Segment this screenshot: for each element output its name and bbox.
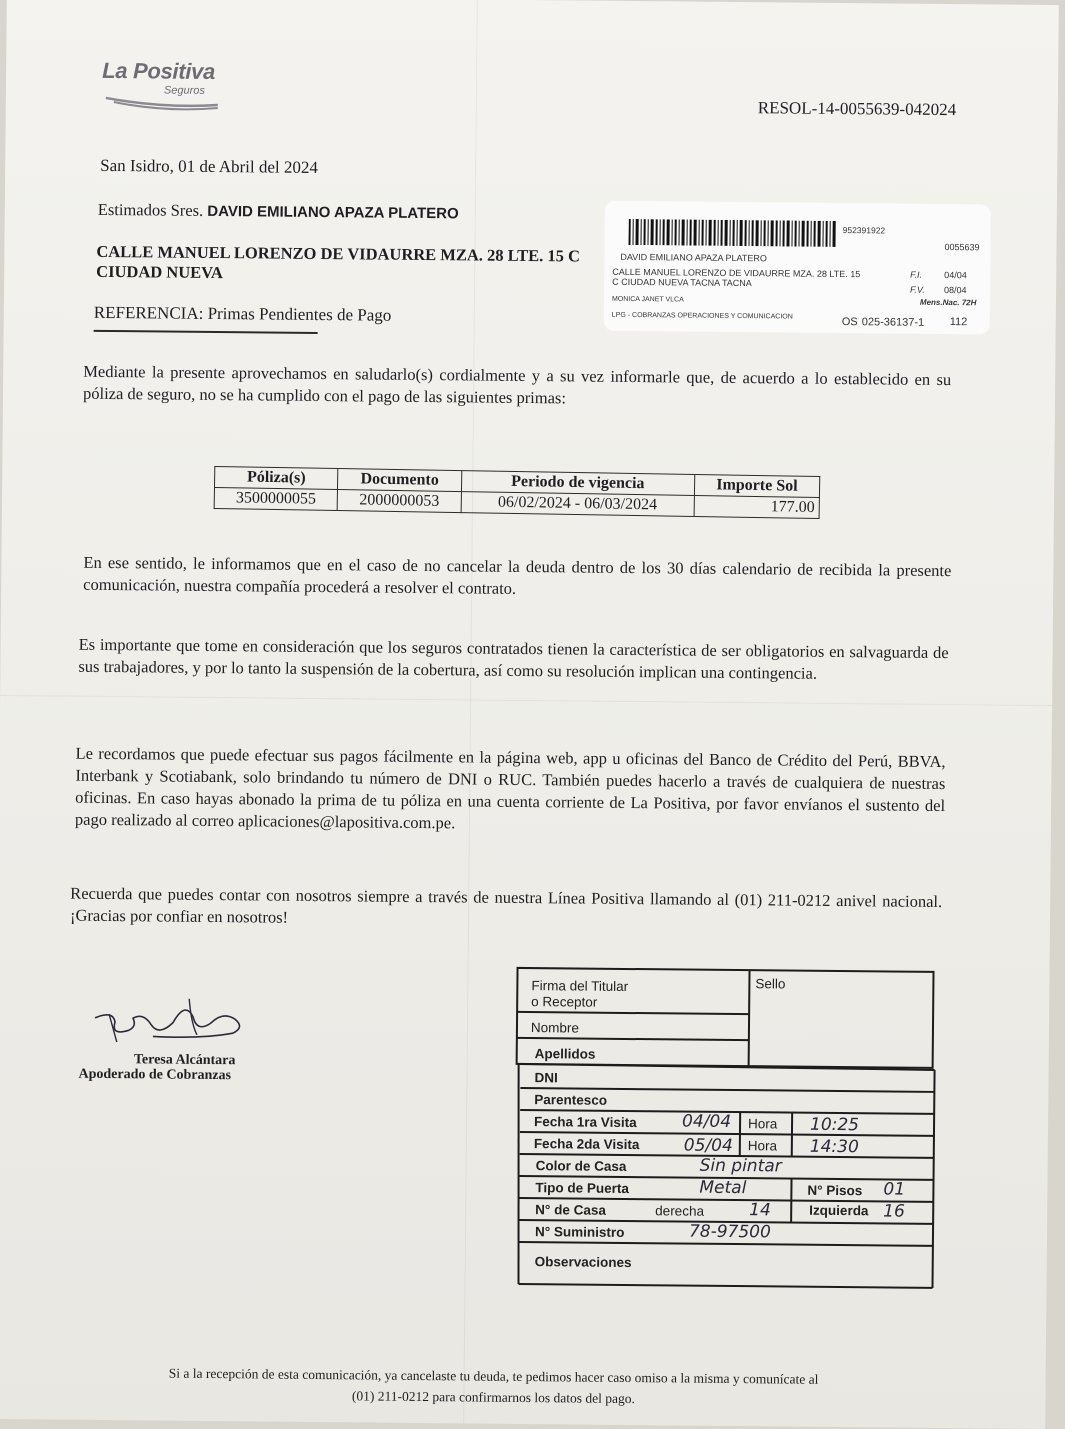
hw-izquierda: 16 [883,1201,905,1221]
label-tipo-puerta: Tipo de Puerta [535,1180,629,1196]
shipping-label [604,201,991,335]
barcode-number: 952391922 [843,225,886,235]
hw-derecha: 14 [749,1200,771,1220]
address-line-1: CALLE MANUEL LORENZO DE VIDAURRE MZA. 28 LTE. 15 C [96,242,580,267]
hw-color-casa: Sin pintar [700,1156,782,1177]
label-derecha: derecha [655,1203,704,1218]
signer-role: Apoderado de Cobranzas [78,1067,231,1084]
hw-fecha-2: 05/04 [684,1136,733,1156]
company-logo [102,58,233,114]
label-suministro: N° Suministro [535,1224,625,1240]
label-code: 0055639 [944,242,979,252]
reference-text: Primas Pendientes de Pago [208,304,392,325]
address-line-2: CIUDAD NUEVA [96,262,580,287]
letter-date: San Isidro, 01 de Abril del 2024 [100,156,318,178]
hw-hora-2: 14:30 [810,1137,859,1157]
cell-importe: 177.00 [694,495,820,518]
label-address-2: C CIUDAD NUEVA TACNA TACNA [612,277,752,288]
label-sello: Sello [755,976,785,991]
label-sender: MONICA JANET VLCA [612,296,684,304]
header-documento: Documento [338,469,462,492]
label-address-1: CALLE MANUEL LORENZO DE VIDAURRE MZA. 28 LTE. 15 [612,267,860,279]
label-nombre: Nombre [531,1020,579,1035]
paragraph-warning: En ese sentido, le informamos que en el caso de no cancelar la deuda dentro de los 30 días calendario de recibida la presente comunicación, nuestra compañía procederá a resolver el contrato. [83,552,951,604]
signature-icon [93,992,254,1054]
label-department: LPG - COBRANZAS OPERACIONES Y COMUNICACION [612,312,793,321]
footer-note [143,1362,843,1411]
label-n-pisos: N° Pisos [807,1183,862,1199]
header-poliza: Póliza(s) [214,467,338,490]
premiums-table [214,466,821,519]
os-value: 025-36137-1 [862,316,925,329]
footer-line-1: Si a la recepción de esta comunicación, ya cancelaste tu deuda, te pedimos hacer caso omiso a la misma y comunícate al [144,1362,844,1390]
fold-line [463,0,478,1423]
fv-value: 08/04 [944,285,967,295]
greeting-prefix: Estimados Sres. [98,200,204,220]
cell-poliza: 3500000055 [214,488,338,511]
os-extra: 112 [950,316,968,328]
recipient-name: DAVID EMILIANO APAZA PLATERO [207,203,459,222]
cell-periodo: 06/02/2024 - 06/03/2024 [461,492,694,517]
reference-underline [94,330,318,334]
resolution-code: RESOL-14-0055639-042024 [758,98,957,120]
barcode-icon [628,219,838,247]
label-hora-1: Hora [748,1116,777,1131]
reference-label: REFERENCIA: [94,303,204,323]
label-apellidos: Apellidos [535,1046,596,1062]
hw-tipo-puerta: Metal [699,1178,746,1198]
footer-line-2: (01) 211-0212 para confirmarnos los datos del pago. [143,1383,843,1411]
greeting [98,200,459,223]
logo-subtitle: Seguros [164,84,205,96]
service-type: Mens.Nac. 72H [920,298,977,308]
os-label: OS [842,316,858,328]
cell-documento: 2000000053 [337,490,461,513]
label-izquierda: Izquierda [809,1203,868,1219]
label-fecha-2: Fecha 2da Visita [534,1136,640,1152]
reference-line [94,303,392,326]
label-firma: Firma del Titular [531,978,628,994]
header-importe: Importe Sol [694,474,820,497]
recipient-address [96,242,580,287]
label-recipient: DAVID EMILIANO APAZA PLATERO [620,252,767,263]
fold-line [0,695,1052,706]
logo-name: La Positiva [102,58,215,85]
fi-value: 04/04 [944,270,967,280]
paragraph-intro: Mediante la presente aprovechamos en saludarlo(s) cordialmente y a su vez informarle que, de acuerdo a lo establecido en su póliza de seguro, no se ha cumplido con el pago de las siguientes primas: [83,361,951,413]
hw-hora-1: 10:25 [810,1115,859,1135]
delivery-form [512,966,941,1292]
hw-suministro: 78-97500 [689,1222,771,1243]
paragraph-importance: Es importante que tome en consideración que los seguros contratados tienen la característica de ser obligatorios en salvaguarda de sus trabajadores, y por lo tanto la suspensión de la cobertura, así como su resolución implican una contingencia. [78,634,948,686]
logo-swoosh-icon [104,92,222,113]
label-observaciones: Observaciones [535,1254,632,1270]
fv-label: F.V. [910,285,925,295]
label-hora-2: Hora [748,1138,777,1153]
label-receptor: o Receptor [531,994,597,1010]
label-dni: DNI [534,1070,557,1085]
header-periodo: Periodo de vigencia [461,471,694,496]
signer-name: Teresa Alcántara [105,1052,265,1070]
label-color-casa: Color de Casa [536,1158,627,1174]
hw-n-pisos: 01 [883,1179,905,1199]
hw-fecha-1: 04/04 [682,1112,731,1132]
label-n-casa: N° de Casa [535,1202,606,1218]
label-fecha-1: Fecha 1ra Visita [534,1114,637,1130]
paragraph-payments: Le recordamos que puede efectuar sus pagos fácilmente en la página web, app u oficinas del Banco de Crédito del Perú, BBVA, Interbank y Scotiabank, solo brindando tu número de DNI o RUC. También puedes hacerlo a través de cualquiera de nuestras oficinas. En caso hayas abonado la prima de tu póliza en una cuenta corriente de La Positiva, por favor envíanos el sustento del pago realizado al correo aplicaciones@lapositiva.com.pe. [75,743,946,839]
label-parentesco: Parentesco [534,1092,607,1108]
paragraph-contact: Recuerda que puedes contar con nosotros siempre a través de nuestra Línea Positiva llamando al (01) 211-0212 anivel nacional. ¡Gracias por confiar en nosotros! [70,883,942,935]
fi-label: F.I. [910,270,922,280]
